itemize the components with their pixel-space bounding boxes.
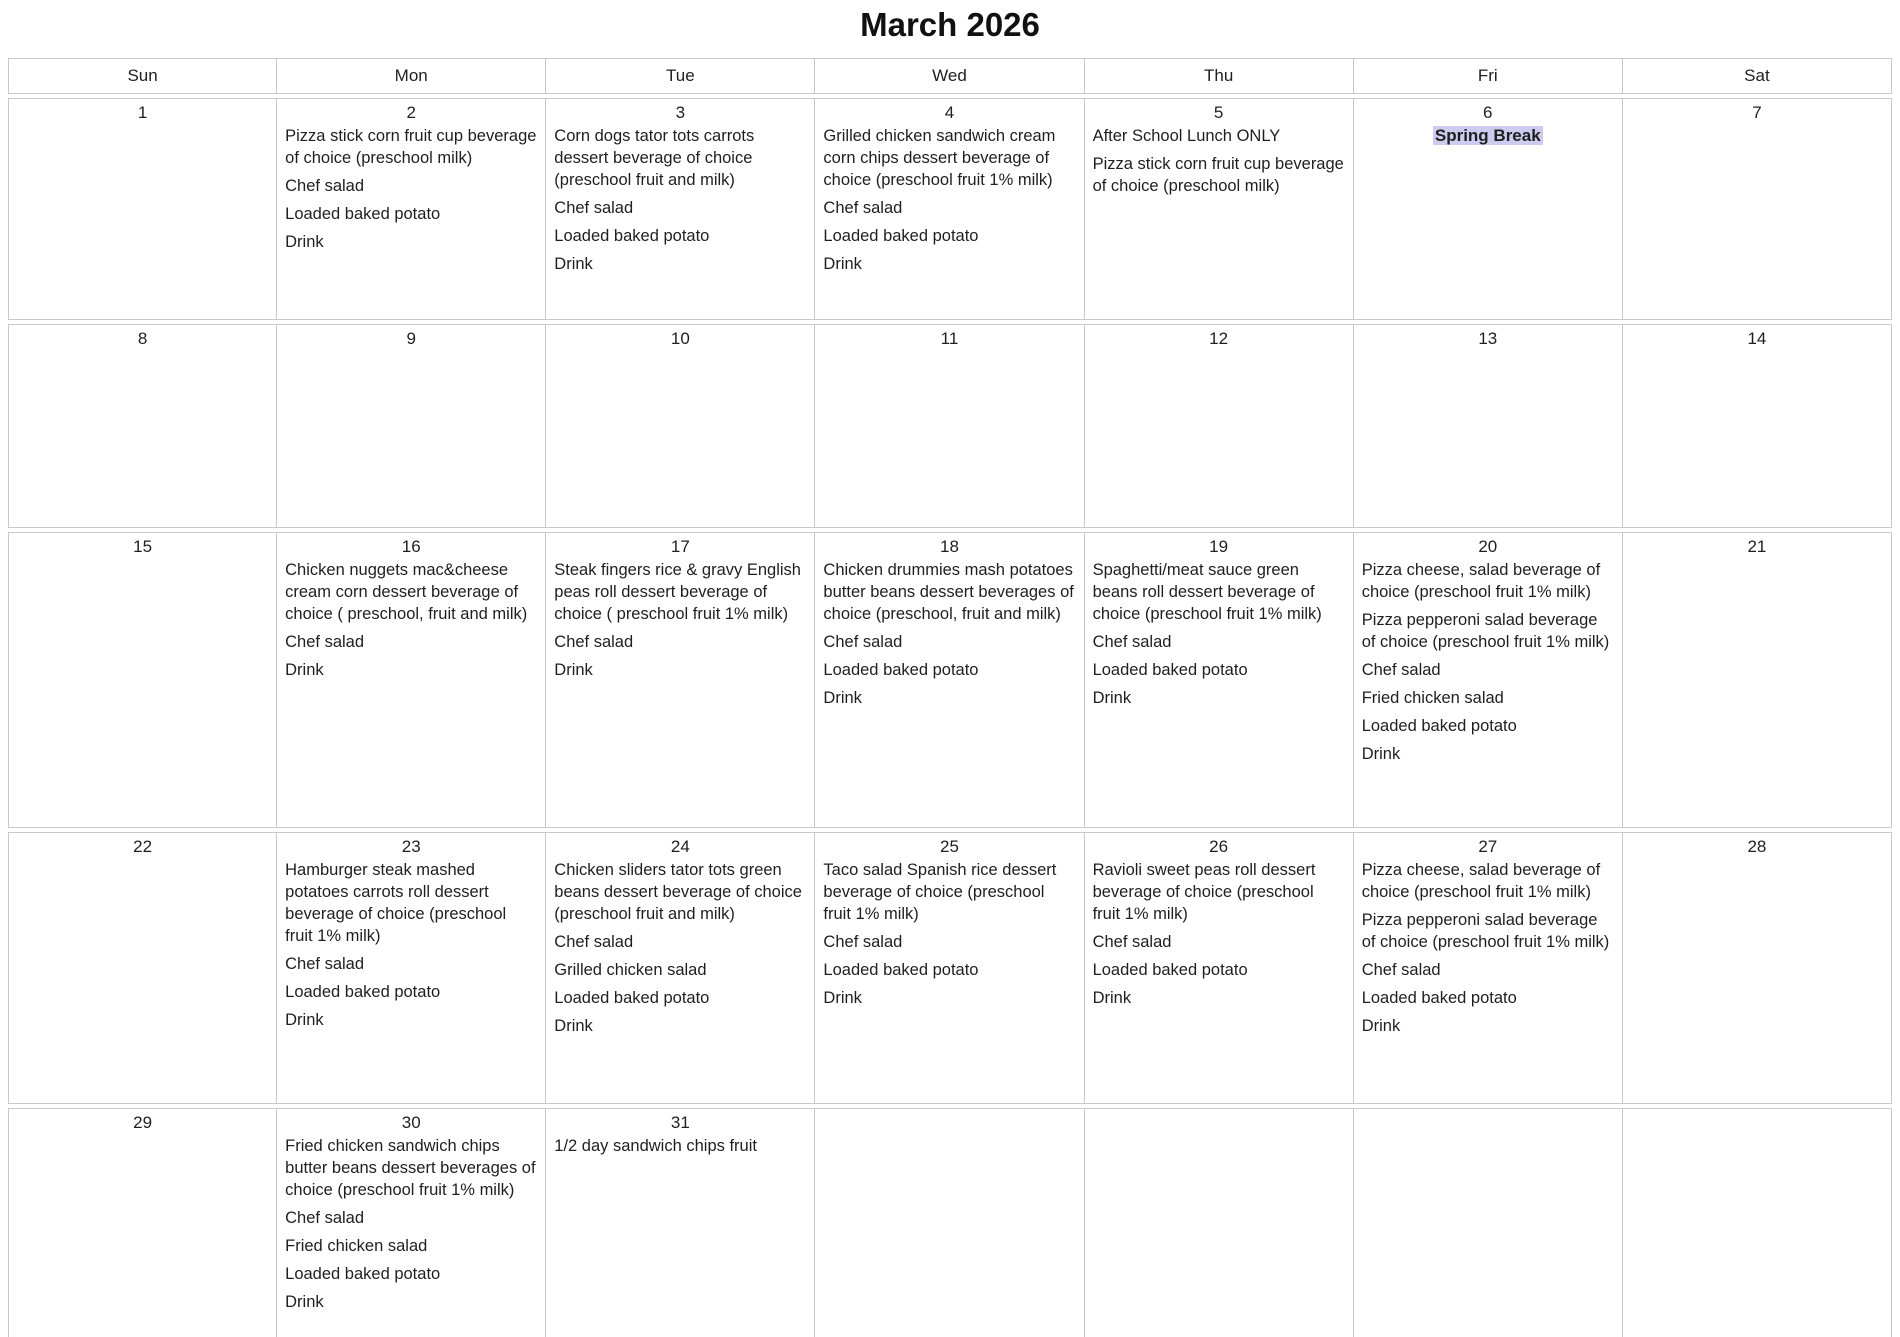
calendar-cell [546,832,815,1104]
menu-item: Chef salad [1092,933,1172,951]
calendar-cell [815,532,1084,828]
menu-item: Pizza stick corn fruit cup beverage of choice (preschool milk) [285,127,537,167]
page-title: March 2026 [860,6,1040,43]
calendar-cell [1623,98,1892,320]
date-number: 15 [133,537,153,556]
menu-item: Chef salad [554,633,634,651]
menu-item: Drink [554,255,593,273]
calendar-table [8,54,1892,1337]
calendar-cell [815,832,1084,1104]
menu-item: Drink [554,1017,593,1035]
menu-item: Taco salad Spanish rice dessert beverage of choice (preschool fruit 1% milk) [823,861,1057,923]
menu-item: Chef salad [285,633,365,651]
date-number: 2 [406,103,416,122]
calendar-cell [277,98,546,320]
calendar-cell [8,532,277,828]
date-number: 20 [1478,537,1498,556]
calendar-cell [1354,1108,1623,1337]
calendar-cell [1623,532,1892,828]
calendar-cell [1623,832,1892,1104]
menu-item: Fried chicken salad [285,1237,428,1255]
menu-item: Loaded baked potato [823,961,979,979]
date-number: 25 [940,837,959,856]
menu-item: Chef salad [823,633,903,651]
date-number: 9 [406,329,416,348]
calendar-cell [546,1108,815,1337]
date-number: 27 [1478,837,1498,856]
date-number: 7 [1752,103,1762,122]
menu-item: Grilled chicken sandwich cream corn chips dessert beverage of choice (preschool fruit 1% milk) [823,127,1056,189]
calendar-cell [1354,98,1623,320]
menu-item: Loaded baked potato [1361,989,1517,1007]
menu-item: Chef salad [285,177,365,195]
weekday-row [8,58,1892,94]
date-number: 1 [137,103,148,122]
calendar-cell [8,324,277,528]
date-number: 29 [133,1113,153,1132]
menu-item: Chef salad [554,933,634,951]
menu-item: Drink [285,1011,324,1029]
calendar-cell [546,98,815,320]
menu-item: Chef salad [285,1209,365,1227]
menu-item: Chef salad [1361,961,1441,979]
menu-item: Chef salad [823,199,903,217]
calendar-cell [1623,1108,1892,1337]
menu-item: Drink [1361,745,1401,763]
table-row [8,832,1892,1104]
weekday-header: Mon [277,58,546,94]
date-number: 23 [401,837,421,856]
table-row [8,532,1892,828]
calendar-cell [546,532,815,828]
menu-item: Chicken nuggets mac&cheese cream corn dessert beverage of choice ( preschool, fruit and milk) [285,561,528,623]
menu-item: Loaded baked potato [1361,717,1517,735]
date-number: 26 [1209,837,1229,856]
menu-item: Chicken sliders tator tots green beans dessert beverage of choice (preschool fruit and milk) [554,861,802,923]
date-number: 28 [1747,837,1767,856]
calendar-cell [1085,832,1354,1104]
menu-item: Steak fingers rice & gravy English peas roll dessert beverage of choice ( preschool fruit 1% milk) [554,561,801,623]
menu-item: Drink [823,255,862,273]
menu-item: Fried chicken sandwich chips butter beans dessert beverages of choice (preschool fruit 1% milk) [285,1137,536,1199]
menu-item: Loaded baked potato [285,205,441,223]
calendar-cell [815,98,1084,320]
menu-item: Drink [285,661,324,679]
menu-item: Chef salad [285,955,365,973]
calendar-cell [546,324,815,528]
menu-item: Ravioli sweet peas roll dessert beverage of choice (preschool fruit 1% milk) [1092,861,1316,923]
calendar-cell [1085,98,1354,320]
menu-item: After School Lunch ONLY [1092,127,1281,145]
menu-item: Loaded baked potato [1092,961,1248,979]
calendar-cell [8,1108,277,1337]
menu-item: Pizza cheese, salad beverage of choice (preschool fruit 1% milk) [1361,561,1601,601]
date-number: 24 [670,837,690,856]
date-number: 4 [944,103,955,122]
menu-item: Fried chicken salad [1361,689,1504,707]
table-row [8,1108,1892,1337]
calendar-cell [815,1108,1084,1337]
menu-item: Loaded baked potato [823,227,979,245]
menu-item: Chicken drummies mash potatoes butter beans dessert beverages of choice (preschool, fruit and milk) [823,561,1074,623]
calendar-cell [277,324,546,528]
menu-item: Drink [823,689,862,707]
calendar-cell [815,324,1084,528]
menu-item: Pizza pepperoni salad beverage of choice (preschool fruit 1% milk) [1361,611,1610,651]
menu-item: Spaghetti/meat sauce green beans roll dessert beverage of choice (preschool fruit 1% milk) [1092,561,1322,623]
date-number: 21 [1747,537,1767,556]
date-number: 8 [137,329,148,348]
menu-item: Grilled chicken salad [554,961,707,979]
date-number: 3 [675,103,686,122]
weekday-header: Tue [546,58,815,94]
menu-item: Pizza stick corn fruit cup beverage of choice (preschool milk) [1092,155,1344,195]
menu-item: Chef salad [1092,633,1172,651]
menu-item: Chef salad [823,933,903,951]
date-number: 13 [1478,329,1498,348]
calendar-cell [1623,324,1892,528]
date-number: 11 [940,329,959,348]
calendar-cell [1354,324,1623,528]
calendar-cell [1354,832,1623,1104]
menu-item: Drink [1092,689,1132,707]
date-number: 18 [940,537,959,556]
menu-item: Loaded baked potato [554,227,710,245]
date-number: 30 [401,1113,421,1132]
weekday-header: Thu [1085,58,1354,94]
calendar-cell [277,532,546,828]
menu-item: Drink [285,233,324,251]
date-number: 16 [401,537,421,556]
weekday-header: Sat [1623,58,1892,94]
weekday-header: Fri [1354,58,1623,94]
date-number: 22 [133,837,153,856]
menu-item: Drink [1361,1017,1401,1035]
menu-item: Loaded baked potato [285,1265,441,1283]
calendar-body [8,98,1892,1337]
spring-break-label: Spring Break [1434,126,1541,145]
menu-item: Loaded baked potato [1092,661,1248,679]
menu-item: Drink [1092,989,1132,1007]
calendar-cell [8,832,277,1104]
date-number: 5 [1213,103,1224,122]
menu-item: Loaded baked potato [554,989,710,1007]
table-row [8,324,1892,528]
menu-item: Drink [285,1293,324,1311]
menu-item: Hamburger steak mashed potatoes carrots roll dessert beverage of choice (preschool fruit 1% milk) [285,861,507,945]
calendar-cell [1354,532,1623,828]
menu-item: Loaded baked potato [823,661,979,679]
menu-item: Chef salad [1361,661,1441,679]
calendar-cell [277,1108,546,1337]
weekday-header: Sun [8,58,277,94]
calendar-cell [277,832,546,1104]
date-number: 17 [670,537,690,556]
menu-item: Drink [554,661,593,679]
date-number: 31 [670,1113,690,1132]
date-number: 14 [1747,329,1767,348]
menu-item: 1/2 day sandwich chips fruit [554,1137,757,1155]
menu-item: Pizza cheese, salad beverage of choice (preschool fruit 1% milk) [1361,861,1601,901]
menu-item: Chef salad [554,199,634,217]
date-number: 12 [1209,329,1229,348]
menu-item: Corn dogs tator tots carrots dessert beverage of choice (preschool fruit and milk) [554,127,755,189]
date-number: 10 [670,329,690,348]
weekday-header: Wed [815,58,1084,94]
date-number: 6 [1483,103,1493,122]
date-number: 19 [1209,537,1229,556]
menu-item: Loaded baked potato [285,983,441,1001]
calendar-cell [1085,324,1354,528]
calendar-cell [1085,532,1354,828]
calendar-cell [1085,1108,1354,1337]
menu-item: Drink [823,989,862,1007]
calendar-cell [8,98,277,320]
table-row [8,98,1892,320]
menu-item: Pizza pepperoni salad beverage of choice (preschool fruit 1% milk) [1361,911,1610,951]
